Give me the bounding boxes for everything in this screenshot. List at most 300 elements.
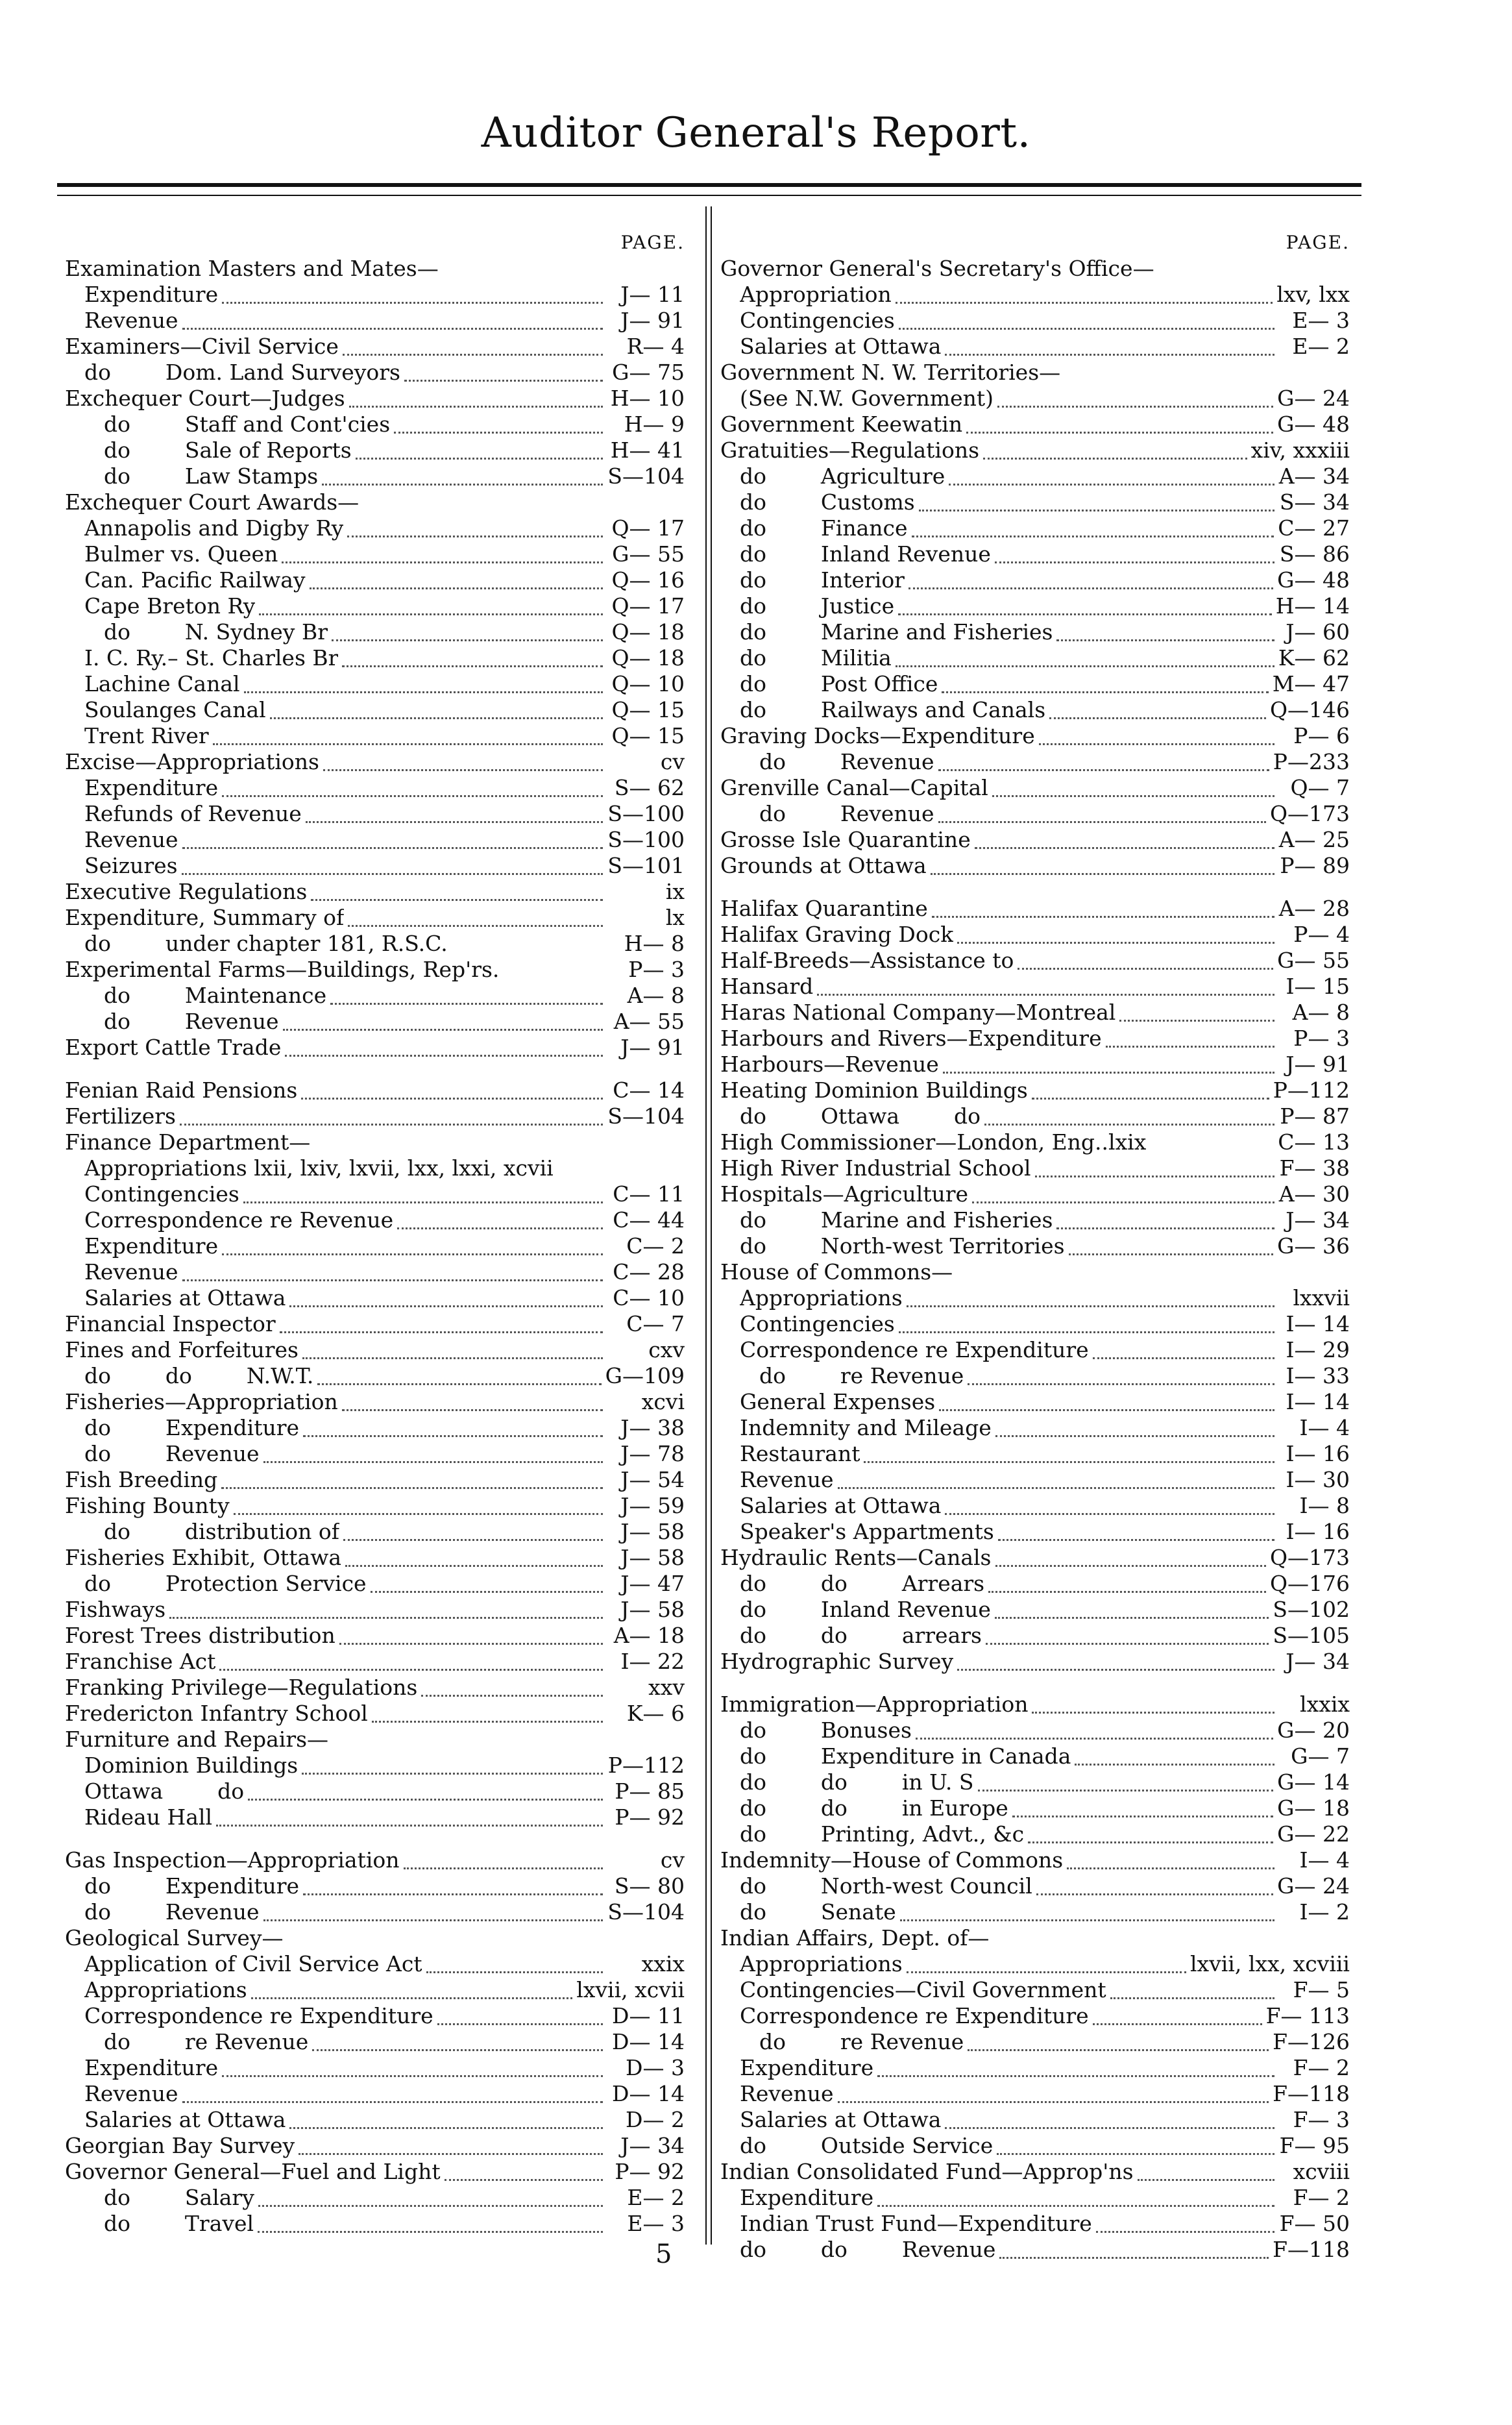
- entry-page-ref: S— 86: [1279, 541, 1350, 567]
- entry-page-ref: J— 91: [1286, 1052, 1350, 1077]
- index-entry: [720, 645, 1350, 671]
- dot-leader: [301, 1095, 603, 1100]
- index-entry: [65, 1467, 685, 1493]
- entry-page-ref: P— 3: [628, 957, 685, 982]
- entry-label: do under chapter 181, R.S.C.: [84, 931, 448, 956]
- dot-leader: [995, 1562, 1266, 1567]
- dot-leader: [1093, 2021, 1262, 2025]
- dot-leader: [299, 2150, 603, 2155]
- entry-label: Revenue: [740, 2081, 834, 2106]
- entry-page-ref: F— 113: [1265, 2003, 1350, 2028]
- entry-page-ref: J— 11: [620, 282, 685, 307]
- entry-label: do Revenue: [759, 801, 934, 826]
- entry-label: Expenditure, Summary of: [65, 905, 345, 930]
- dot-leader: [363, 507, 603, 511]
- entry-page-ref: G— 75: [612, 360, 685, 385]
- entry-page-ref: H— 14: [1275, 593, 1350, 619]
- index-entry: [720, 922, 1350, 948]
- dot-leader: [995, 559, 1274, 563]
- entry-page-ref: I— 4: [1299, 1415, 1350, 1440]
- index-entry: [65, 1899, 685, 1925]
- index-entry: [65, 1571, 685, 1597]
- dot-leader: [287, 1943, 603, 1947]
- entry-label: Correspondence re Revenue: [84, 1207, 394, 1233]
- index-entry: [65, 2159, 685, 2185]
- dot-leader: [244, 689, 603, 693]
- entry-label: Contingencies: [740, 308, 895, 333]
- entry-label: do Inland Revenue: [740, 541, 991, 567]
- index-entry: [65, 879, 685, 905]
- entry-page-ref: xiv, xxxiii: [1250, 437, 1350, 463]
- dot-leader: [1056, 1225, 1274, 1229]
- entry-label: Expenditure: [740, 2055, 874, 2080]
- entry-label: Finance Department—: [65, 1129, 311, 1155]
- entry-page-ref: S—104: [607, 1103, 685, 1129]
- index-entry: [720, 1623, 1350, 1649]
- entry-label: Restaurant: [740, 1441, 860, 1466]
- dot-leader: [877, 2073, 1274, 2077]
- index-entry: [65, 1675, 685, 1701]
- entry-label: Fishways: [65, 1597, 166, 1622]
- entry-label: do Senate: [740, 1899, 896, 1925]
- entry-label: Examiners—Civil Service: [65, 334, 339, 359]
- entry-page-ref: I— 15: [1286, 974, 1350, 999]
- entry-page-ref: xxv: [648, 1675, 685, 1700]
- index-entry: [720, 412, 1350, 437]
- entry-page-ref: G— 48: [1277, 567, 1350, 593]
- dot-leader: [1039, 741, 1274, 745]
- entry-page-ref: A— 25: [1278, 827, 1350, 852]
- entry-page-ref: J— 58: [620, 1597, 685, 1622]
- index-entry: [720, 1571, 1350, 1597]
- index-entry: [65, 1804, 685, 1830]
- index-entry: [65, 1389, 685, 1415]
- entry-label: Appropriations lxii, lxiv, lxvii, lxx, lxxi, xcvii: [84, 1155, 554, 1181]
- dot-leader: [932, 913, 1274, 918]
- entry-page-ref: S—104: [607, 463, 685, 489]
- entry-page-ref: C— 13: [1278, 1129, 1350, 1155]
- dot-leader: [263, 1459, 604, 1463]
- entry-page-ref: lxv, lxx: [1276, 282, 1350, 307]
- dot-leader: [945, 2124, 1274, 2129]
- index-entry: [720, 1899, 1350, 1925]
- entry-label: Financial Inspector: [65, 1311, 276, 1336]
- index-entry: [65, 1847, 685, 1873]
- entry-label: Fredericton Infantry School: [65, 1701, 368, 1726]
- dot-leader: [900, 1917, 1274, 1921]
- index-entry: [720, 1597, 1350, 1623]
- entry-label: do Finance: [740, 515, 908, 541]
- index-entry: [720, 2003, 1350, 2029]
- dot-leader: [1110, 1995, 1274, 1999]
- entry-label: Appropriation: [740, 282, 892, 307]
- entry-label: Franking Privilege—Regulations: [65, 1675, 418, 1700]
- entry-label: Contingencies: [84, 1181, 239, 1207]
- entry-page-ref: S—100: [607, 801, 685, 826]
- entry-label: do do in U. S: [740, 1769, 974, 1795]
- entry-label: Revenue: [84, 827, 178, 852]
- entry-label: Appropriations: [84, 1977, 247, 2002]
- entry-label: Correspondence re Expenditure: [740, 2003, 1089, 2028]
- index-entry: [720, 2159, 1350, 2185]
- index-entries: [720, 256, 1350, 2263]
- dot-leader: [347, 533, 603, 537]
- index-entry: [720, 282, 1350, 308]
- index-entry: [65, 1181, 685, 1207]
- entry-label: Fertilizers: [65, 1103, 176, 1129]
- entry-label: Fishing Bounty: [65, 1493, 230, 1518]
- index-entry: [720, 1233, 1350, 1259]
- dot-leader: [1106, 1043, 1274, 1048]
- entry-label: do North-west Council: [740, 1873, 1032, 1899]
- dot-leader: [1119, 1017, 1274, 1022]
- index-entry: [720, 1925, 1350, 1951]
- entry-page-ref: H— 9: [624, 412, 685, 437]
- dot-leader: [972, 1199, 1274, 1203]
- dot-leader: [942, 689, 1268, 693]
- entry-label: Export Cattle Trade: [65, 1035, 282, 1060]
- dot-leader: [908, 585, 1273, 589]
- dot-leader: [222, 299, 603, 304]
- entry-label: Lachine Canal: [84, 671, 240, 696]
- entry-label: do Law Stamps: [104, 463, 319, 489]
- dot-leader: [213, 741, 603, 745]
- index-entry: [65, 1701, 685, 1727]
- entry-label: Indemnity—House of Commons: [720, 1847, 1064, 1873]
- index-entry: [65, 2003, 685, 2029]
- index-entry: [720, 593, 1350, 619]
- dot-leader: [222, 793, 603, 797]
- entry-label: do do in Europe: [740, 1795, 1008, 1821]
- entry-label: Refunds of Revenue: [84, 801, 302, 826]
- entry-page-ref: D— 14: [612, 2029, 685, 2054]
- entry-page-ref: Q— 17: [611, 593, 685, 619]
- entry-page-ref: K— 62: [1278, 645, 1350, 671]
- dot-leader: [349, 403, 603, 408]
- index-entry: [720, 334, 1350, 360]
- entry-page-ref: lxvii, lxx, xcviii: [1189, 1951, 1350, 1976]
- entry-page-ref: M— 47: [1272, 671, 1350, 696]
- entry-page-ref: F— 38: [1279, 1155, 1350, 1181]
- dot-leader: [339, 1640, 603, 1645]
- dot-leader: [322, 481, 603, 486]
- index-entry: [720, 1052, 1350, 1077]
- dot-leader: [263, 1917, 604, 1921]
- dot-leader: [421, 1692, 603, 1697]
- title-rule-thick: [57, 183, 1361, 187]
- entry-page-ref: D— 2: [626, 2107, 685, 2132]
- index-entry: [65, 1415, 685, 1441]
- entry-page-ref: D— 14: [612, 2081, 685, 2106]
- page-title: Auditor General's Report.: [481, 109, 1031, 157]
- index-entry: [720, 1519, 1350, 1545]
- index-entry: [65, 1649, 685, 1675]
- dot-leader: [899, 325, 1274, 330]
- index-entry: [720, 801, 1350, 827]
- dot-leader: [310, 585, 603, 589]
- index-entry: [65, 697, 685, 723]
- entry-page-ref: C— 7: [626, 1311, 685, 1336]
- entry-page-ref: P— 6: [1293, 723, 1350, 748]
- index-entry: [65, 1925, 685, 1951]
- entry-page-ref: C— 44: [613, 1207, 685, 1233]
- entry-page-ref: S—105: [1273, 1623, 1350, 1648]
- dot-leader: [289, 1303, 603, 1307]
- dot-leader: [1035, 1173, 1274, 1177]
- index-entry: [65, 1129, 685, 1155]
- dot-leader: [949, 481, 1274, 486]
- dot-leader: [443, 273, 603, 278]
- index-entry: [65, 1259, 685, 1285]
- entry-page-ref: I— 8: [1299, 1493, 1350, 1518]
- entry-label: Heating Dominion Buildings: [720, 1077, 1028, 1103]
- dot-leader: [342, 663, 603, 667]
- entry-label: Expenditure: [84, 2055, 219, 2080]
- entry-page-ref: I— 29: [1286, 1337, 1350, 1362]
- index-entry: [720, 619, 1350, 645]
- entry-label: do Dom. Land Surveyors: [84, 360, 400, 385]
- dot-leader: [864, 1459, 1274, 1463]
- entry-label: do Agriculture: [740, 463, 945, 489]
- entry-label: do Expenditure in Canada: [740, 1743, 1071, 1769]
- entry-label: Governor General's Secretary's Office—: [720, 256, 1154, 281]
- entry-label: Salaries at Ottawa: [740, 1493, 942, 1518]
- index-entry: [65, 1753, 685, 1779]
- entry-page-ref: E— 2: [627, 2185, 685, 2210]
- index-entry: [720, 1467, 1350, 1493]
- entry-page-ref: S— 62: [614, 775, 685, 800]
- index-entry: [720, 1259, 1350, 1285]
- dot-leader: [1096, 2228, 1274, 2233]
- dot-leader: [343, 1536, 603, 1541]
- index-entry: [720, 489, 1350, 515]
- entry-page-ref: lxxix: [1300, 1692, 1350, 1717]
- dot-leader: [945, 351, 1274, 356]
- dot-leader: [258, 2202, 603, 2207]
- entry-page-ref: J— 91: [620, 308, 685, 333]
- dot-leader: [817, 991, 1274, 996]
- index-entry: [65, 1977, 685, 2003]
- dot-leader: [968, 2047, 1269, 2051]
- entry-label: Haras National Company—Montreal: [720, 1000, 1116, 1025]
- entry-label: Appropriations: [740, 1285, 903, 1311]
- entry-label: Expenditure: [84, 1233, 219, 1259]
- entry-page-ref: H— 10: [610, 386, 685, 411]
- dot-leader: [282, 559, 603, 563]
- dot-leader: [312, 2047, 603, 2051]
- entry-page-ref: A— 55: [613, 1009, 685, 1034]
- dot-leader: [330, 1000, 603, 1005]
- entry-label: do Salary: [104, 2185, 254, 2210]
- entry-page-ref: Q—176: [1269, 1571, 1350, 1596]
- index-entry: [720, 723, 1350, 749]
- index-entry: [65, 619, 685, 645]
- dot-leader: [968, 1381, 1274, 1385]
- dot-leader: [998, 1536, 1274, 1541]
- dot-leader: [372, 1718, 603, 1723]
- index-entry: [720, 1155, 1350, 1181]
- entry-page-ref: P— 4: [1293, 922, 1350, 947]
- dot-leader: [992, 793, 1274, 797]
- index-entry: [720, 749, 1350, 775]
- dot-leader: [838, 1484, 1274, 1489]
- entry-label: Salaries at Ottawa: [84, 2107, 286, 2132]
- index-entry: [65, 1873, 685, 1899]
- entry-page-ref: Q— 18: [611, 619, 685, 645]
- entry-label: General Expenses: [740, 1389, 936, 1414]
- entry-label: Government Keewatin: [720, 412, 963, 437]
- entry-label: do do N.W.T.: [84, 1363, 314, 1388]
- entry-label: Geological Survey—: [65, 1925, 284, 1951]
- entry-page-ref: A— 18: [613, 1623, 685, 1648]
- dot-leader: [1028, 1839, 1273, 1843]
- dot-leader: [243, 1199, 603, 1203]
- entry-label: Georgian Bay Survey: [65, 2133, 295, 2158]
- entry-label: Hydrographic Survey: [720, 1649, 954, 1674]
- dot-leader: [302, 1770, 603, 1775]
- entry-page-ref: C— 14: [613, 1077, 685, 1103]
- entry-label: Exchequer Court Awards—: [65, 489, 360, 515]
- dot-leader: [182, 1277, 603, 1281]
- entry-label: do do Revenue: [740, 2237, 996, 2262]
- dot-leader: [221, 1484, 603, 1489]
- entry-page-ref: G— 24: [1277, 1873, 1350, 1899]
- dot-leader: [317, 1381, 601, 1385]
- entry-label: do N. Sydney Br: [104, 619, 328, 645]
- index-entry: [65, 1779, 685, 1804]
- entry-label: do Revenue: [84, 1899, 260, 1925]
- dot-leader: [258, 2228, 603, 2233]
- entry-page-ref: G— 24: [1277, 386, 1350, 411]
- dot-leader: [1069, 1251, 1274, 1255]
- page-number: 5: [655, 2239, 672, 2269]
- entry-label: Franchise Act: [65, 1649, 216, 1674]
- entry-label: do Outside Service: [740, 2133, 994, 2158]
- entry-label: Revenue: [84, 2081, 178, 2106]
- entry-label: Expenditure: [84, 282, 219, 307]
- dot-leader: [1093, 1355, 1274, 1359]
- column-divider-left: [705, 206, 707, 2245]
- index-entry: [65, 905, 685, 931]
- entry-label: Expenditure: [84, 775, 219, 800]
- index-entry: [65, 463, 685, 489]
- dot-leader: [943, 1069, 1274, 1074]
- index-entry: [65, 437, 685, 463]
- index-entry: [65, 256, 685, 282]
- entry-page-ref: S—101: [607, 853, 685, 878]
- entry-label: Gratuities—Regulations: [720, 437, 980, 463]
- index-entry: [65, 541, 685, 567]
- entry-label: Executive Regulations: [65, 879, 308, 904]
- dot-leader: [311, 896, 603, 901]
- entry-page-ref: J— 59: [620, 1493, 685, 1518]
- entry-page-ref: ix: [665, 879, 685, 904]
- dot-leader: [1158, 273, 1274, 278]
- dot-leader: [938, 819, 1266, 823]
- entry-page-ref: G— 55: [1277, 948, 1350, 973]
- index-entry: [65, 827, 685, 853]
- index-entry: [65, 775, 685, 801]
- entry-page-ref: I— 16: [1286, 1519, 1350, 1544]
- dot-leader: [371, 1588, 603, 1593]
- entry-label: Rideau Hall: [84, 1804, 213, 1830]
- entry-label: Half-Breeds—Assistance to: [720, 948, 1014, 973]
- entry-page-ref: lxxvii: [1293, 1285, 1350, 1311]
- entry-page-ref: A— 8: [627, 983, 685, 1008]
- entry-label: Bulmer vs. Queen: [84, 541, 278, 567]
- index-entry: [720, 671, 1350, 697]
- entry-label: do Staff and Cont'cies: [104, 412, 391, 437]
- entry-page-ref: I— 2: [1299, 1899, 1350, 1925]
- entry-label: Salaries at Ottawa: [84, 1285, 286, 1311]
- dot-leader: [323, 767, 603, 771]
- dot-leader: [1064, 377, 1274, 382]
- entry-page-ref: F— 5: [1293, 1977, 1350, 2002]
- index-entry: [720, 775, 1350, 801]
- entry-page-ref: G— 22: [1277, 1821, 1350, 1847]
- dot-leader: [1075, 1761, 1274, 1766]
- entry-label: Trent River: [84, 723, 209, 748]
- entry-label: do Railways and Canals: [740, 697, 1046, 722]
- index-entry: [65, 1951, 685, 1977]
- dot-leader: [995, 1433, 1274, 1437]
- entry-label: Fenian Raid Pensions: [65, 1077, 298, 1103]
- index-entry: [65, 1363, 685, 1389]
- index-entry: [65, 1545, 685, 1571]
- index-entry: [65, 1311, 685, 1337]
- dot-leader: [404, 1865, 603, 1869]
- entry-label: do Printing, Advt., &c: [740, 1821, 1025, 1847]
- entry-label: do Revenue: [759, 749, 934, 774]
- dot-leader: [986, 1640, 1269, 1645]
- entry-label: Expenditure: [740, 2185, 874, 2210]
- entry-page-ref: C— 11: [613, 1181, 685, 1207]
- entry-page-ref: S—104: [607, 1899, 685, 1925]
- entry-page-ref: F— 3: [1293, 2107, 1350, 2132]
- entry-page-ref: Q— 16: [611, 567, 685, 593]
- dot-leader: [988, 1588, 1266, 1593]
- entry-label: Government N. W. Territories—: [720, 360, 1061, 385]
- entry-label: Examination Masters and Mates—: [65, 256, 439, 281]
- entry-label: Revenue: [84, 1259, 178, 1285]
- dot-leader: [404, 377, 603, 382]
- dot-leader: [912, 533, 1274, 537]
- entry-label: Experimental Farms—Buildings, Rep'rs.: [65, 957, 500, 982]
- entry-label: Hospitals—Agriculture: [720, 1181, 969, 1207]
- dot-leader: [219, 1666, 603, 1671]
- entry-label: do Travel: [104, 2211, 254, 2236]
- index-entry: [65, 1441, 685, 1467]
- index-entry: [720, 1951, 1350, 1977]
- index-entry: [65, 801, 685, 827]
- index-entry: [720, 386, 1350, 412]
- entry-page-ref: D— 11: [612, 2003, 685, 2028]
- entry-page-ref: H— 8: [624, 931, 685, 956]
- entry-page-ref: P— 89: [1280, 853, 1350, 878]
- index-entry: [65, 1597, 685, 1623]
- index-entries: [65, 256, 685, 2237]
- entry-label: do re Revenue: [759, 1363, 964, 1388]
- index-entry: [720, 1103, 1350, 1129]
- entry-label: Furniture and Repairs—: [65, 1727, 329, 1752]
- index-entry: [720, 437, 1350, 463]
- index-entry: [65, 1519, 685, 1545]
- index-entry: [720, 515, 1350, 541]
- dot-leader: [984, 1121, 1274, 1126]
- index-entry: [720, 827, 1350, 853]
- entry-label: Correspondence re Expenditure: [740, 1337, 1089, 1362]
- entry-label: Grounds at Ottawa: [720, 853, 927, 878]
